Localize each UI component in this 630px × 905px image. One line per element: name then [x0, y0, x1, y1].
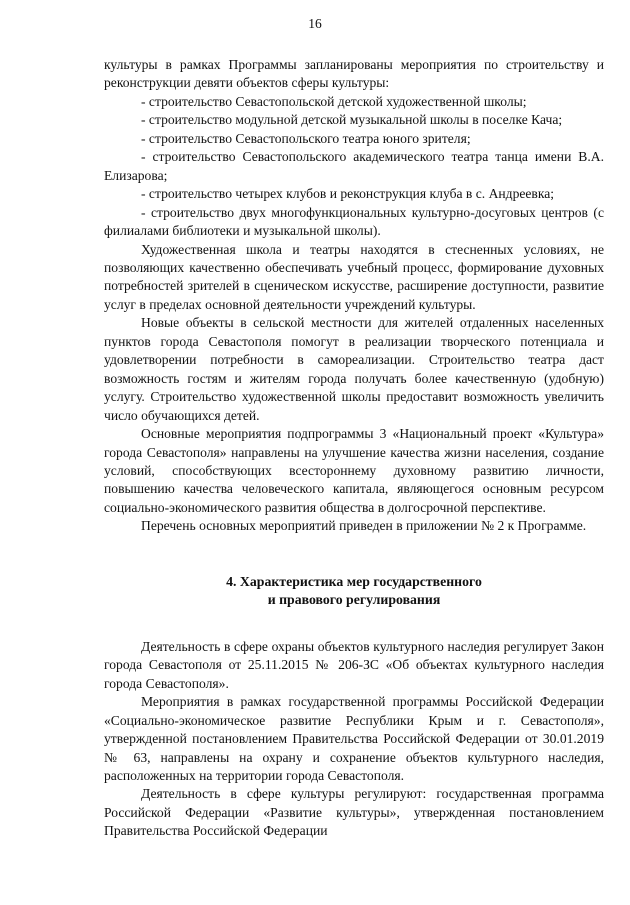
- paragraph: Деятельность в сфере культуры регулируют: государственная программа Российской Федерации «Развитие культуры», утвержденная постановлением Правительства Российской Федерации: [104, 786, 604, 839]
- list-item: - строительство двух многофункциональных культурно-досуговых центров (с филиалами библиотеки и музыкальной школы).: [104, 204, 604, 239]
- section-heading-line: и правового регулирования: [267, 592, 441, 608]
- list-item: - строительство Севастопольского театра юного зрителя;: [141, 130, 471, 146]
- paragraph: Перечень основных мероприятий приведен в приложении № 2 к Программе.: [141, 518, 587, 534]
- page-number: 16: [308, 16, 322, 31]
- paragraph: культуры в рамках Программы запланированы мероприятия по строительству и реконструкции девяти объектов сферы культуры:: [104, 57, 604, 91]
- paragraph: Деятельность в сфере охраны объектов культурного наследия регулирует Закон города Севастополя от 25.11.2015 № 206-ЗС «Об объектах культурного наследия города Севастополя».: [104, 638, 604, 691]
- paragraph: Художественная школа и театры находятся в стесненных условиях, не позволяющих качественно обеспечивать учебный процесс, формирование духовных потребностей зрителей в сценическом искусстве, расширение доступности, развитие услуг в пределах основной деятельности учреждений культуры.: [104, 241, 604, 312]
- section-heading: [104, 573, 604, 610]
- paragraph: Мероприятия в рамках государственной программы Российской Федерации «Социально-экономическое развитие Республики Крым и г. Севастополя», утвержденной постановлением Правительства Российской Федерации от 30.01.2019 № 63, направлены на охрану и сохранение объектов культурного наследия, расположенных на территории города Севастополя.: [104, 694, 604, 783]
- paragraph: Новые объекты в сельской местности для жителей отдаленных населенных пунктов города Севастополя помогут в реализации творческого потенциала и удовлетворении потребности в самореализации. Строительство театра даст возможность гостям и жителям города получать более качественную (удобную) услугу. Строительство художественной школы предоставит возможность увеличить число обучающихся детей.: [104, 315, 604, 423]
- section-heading-line: 4. Характеристика мер государственного: [226, 573, 482, 589]
- list-item: - строительство четырех клубов и реконструкция клуба в с. Андреевка;: [141, 186, 555, 202]
- paragraph: Основные мероприятия подпрограммы 3 «Национальный проект «Культура» города Севастополя» направлены на улучшение качества жизни населения, создание условий, способствующих всестороннему духовному развитию личности, повышению качества человеческого капитала, являющегося основным ресурсом социально-экономического развития общества в долгосрочной перспективе.: [104, 426, 604, 515]
- list-item: - строительство модульной детской музыкальной школы в поселке Кача;: [141, 112, 563, 128]
- document-body: [104, 56, 604, 841]
- list-item: - строительство Севастопольской детской художественной школы;: [141, 93, 527, 109]
- list-item: - строительство Севастопольского академического театра танца имени В.А. Елизарова;: [104, 149, 604, 183]
